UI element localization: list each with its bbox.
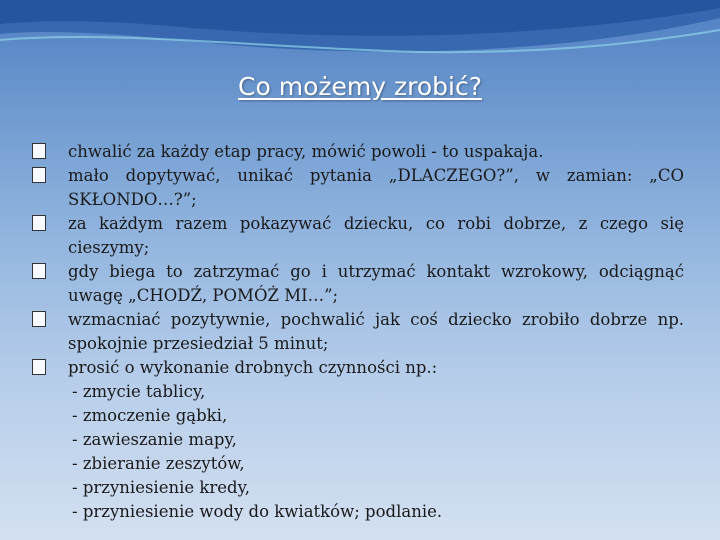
bullet-text: chwalić za każdy etap pracy, mówić powoli - to uspakaja. bbox=[68, 142, 544, 161]
slide-title-question-mark: ? bbox=[468, 72, 482, 101]
bullet-square-icon bbox=[32, 215, 46, 231]
subitem: - zmycie tablicy, bbox=[72, 382, 206, 401]
subitem: - zmoczenie gąbki, bbox=[72, 406, 228, 425]
bullet-square-icon bbox=[32, 167, 46, 183]
bullet-item bbox=[32, 212, 684, 260]
bullet-square-icon bbox=[32, 263, 46, 279]
slide-content bbox=[32, 140, 684, 524]
subitem: - przyniesienie wody do kwiatków; podlanie. bbox=[72, 502, 443, 521]
bullet-text: mało dopytywać, unikać pytania „DLACZEGO?”, w zamian: „CO SKŁONDO…?”; bbox=[68, 166, 684, 209]
subitem: - przyniesienie kredy, bbox=[72, 478, 250, 497]
bullet-square-icon bbox=[32, 143, 46, 159]
bullet-item bbox=[32, 356, 684, 380]
subitem: - zawieszanie mapy, bbox=[72, 430, 237, 449]
header-wave-decoration bbox=[0, 0, 720, 70]
bullet-item bbox=[32, 164, 684, 212]
bullet-text: prosić o wykonanie drobnych czynności np.: bbox=[68, 358, 438, 377]
subitem: - zbieranie zeszytów, bbox=[72, 454, 245, 473]
bullet-square-icon bbox=[32, 359, 46, 375]
bullet-item bbox=[32, 308, 684, 356]
slide-title-text: Co możemy zrobić bbox=[238, 72, 469, 101]
slide-title bbox=[0, 72, 720, 101]
bullet-text: wzmacniać pozytywnie, pochwalić jak coś dziecko zrobiło dobrze np. spokojnie przesiedział 5 minut; bbox=[68, 310, 684, 353]
bullet-item bbox=[32, 140, 684, 164]
bullet-item bbox=[32, 260, 684, 308]
bullet-square-icon bbox=[32, 311, 46, 327]
bullet-text: za każdym razem pokazywać dziecku, co robi dobrze, z czego się cieszymy; bbox=[68, 214, 684, 257]
bullet-text: gdy biega to zatrzymać go i utrzymać kontakt wzrokowy, odciągnąć uwagę „CHODŹ, POMÓŻ MI…”; bbox=[68, 262, 684, 305]
